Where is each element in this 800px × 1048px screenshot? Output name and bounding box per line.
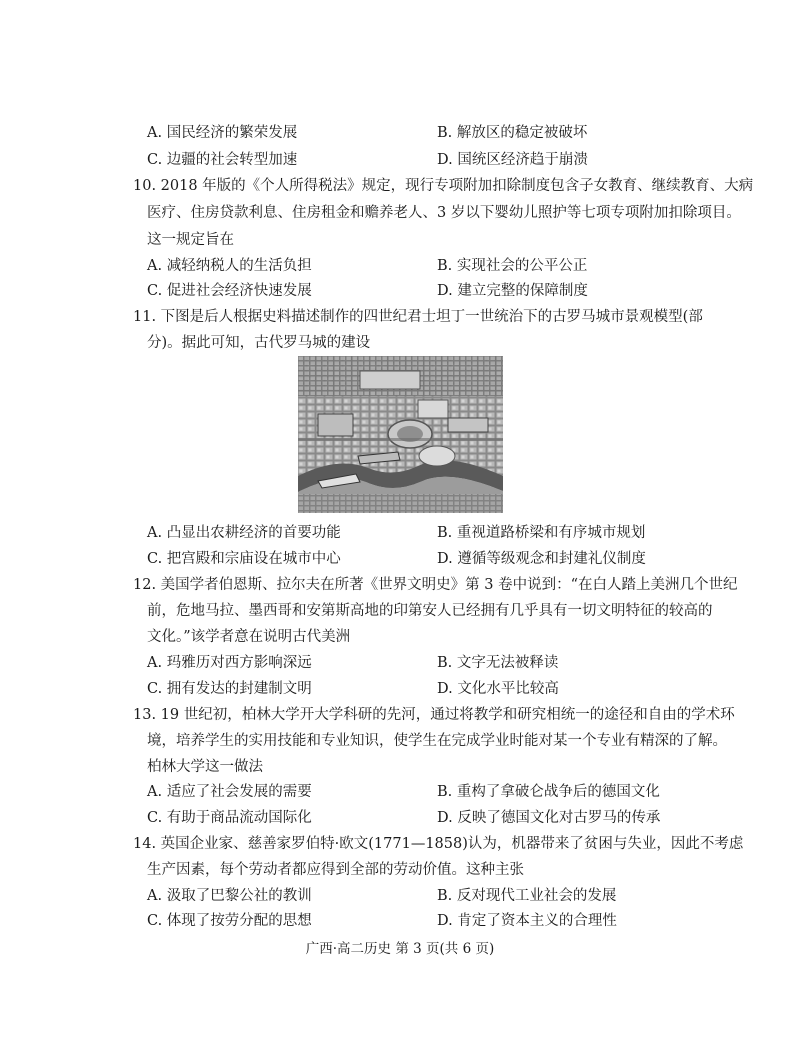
q10-stem-line-1: 10. 2018 年版的《个人所得税法》规定，现行专项附加扣除制度包含子女教育、继续教育、大病 [133,178,754,194]
q12-stem-line-1: 12. 美国学者伯恩斯、拉尔夫在所著《世界文明史》第 3 卷中说到：“在白人踏上美洲几个世纪 [133,577,738,593]
q11-option-a: A. 凸显出农耕经济的首要功能 [147,525,341,541]
q9-option-c: C. 边疆的社会转型加速 [147,152,298,168]
q10-stem-line-3: 这一规定旨在 [147,232,234,248]
q13-stem-line-1: 13. 19 世纪初，柏林大学开大学科研的先河，通过将教学和研究相统一的途径和自由的学术环 [133,707,735,723]
q10-stem-line-2: 医疗、住房贷款利息、住房租金和赡养老人、3 岁以下婴幼儿照护等七项专项附加扣除项目。 [147,205,741,221]
q14-option-d: D. 肯定了资本主义的合理性 [437,913,617,929]
q11-stem-line-1: 11. 下图是后人根据史料描述制作的四世纪君士坦丁一世统治下的古罗马城市景观模型(部 [133,309,703,325]
page-footer: 广西·高二历史 第 3 页(共 6 页) [305,941,495,957]
q11-stem-line-2: 分)。据此可知，古代罗马城的建设 [147,335,371,351]
q10-option-a: A. 减轻纳税人的生活负担 [147,258,312,274]
rome-city-model-photo [298,356,503,513]
q14-option-b: B. 反对现代工业社会的发展 [437,888,617,904]
q14-stem-line-2: 生产因素，每个劳动者都应得到全部的劳动价值。这种主张 [147,862,524,878]
q10-option-b: B. 实现社会的公平公正 [437,258,588,274]
q12-stem-line-2: 前，危地马拉、墨西哥和安第斯高地的印第安人已经拥有几乎具有一切文明特征的较高的 [147,603,713,619]
q14-option-a: A. 汲取了巴黎公社的教训 [147,888,312,904]
q10-option-d: D. 建立完整的保障制度 [437,283,588,299]
q9-option-d: D. 国统区经济趋于崩溃 [437,152,588,168]
q12-option-b: B. 文字无法被释读 [437,655,559,671]
q14-option-c: C. 体现了按劳分配的思想 [147,913,312,929]
q13-option-c: C. 有助于商品流动国际化 [147,810,312,826]
q12-option-d: D. 文化水平比较高 [437,681,559,697]
q13-stem-line-3: 柏林大学这一做法 [147,759,263,775]
q12-option-a: A. 玛雅历对西方影响深远 [147,655,312,671]
q9-option-a: A. 国民经济的繁荣发展 [147,125,298,141]
q9-option-b: B. 解放区的稳定被破坏 [437,125,588,141]
q11-option-d: D. 遵循等级观念和封建礼仪制度 [437,551,646,567]
q10-option-c: C. 促进社会经济快速发展 [147,283,312,299]
q14-stem-line-1: 14. 英国企业家、慈善家罗伯特·欧文(1771—1858)认为，机器带来了贫困与失业，因此不考虑 [133,836,744,852]
q12-stem-line-3: 文化。”该学者意在说明古代美洲 [147,629,351,645]
rome-model-illustration [298,356,503,513]
q11-option-c: C. 把宫殿和宗庙设在城市中心 [147,551,341,567]
q11-option-b: B. 重视道路桥梁和有序城市规划 [437,525,646,541]
q13-option-b: B. 重构了拿破仑战争后的德国文化 [437,784,660,800]
q13-option-d: D. 反映了德国文化对古罗马的传承 [437,810,661,826]
q12-option-c: C. 拥有发达的封建制文明 [147,681,312,697]
q13-stem-line-2: 境，培养学生的实用技能和专业知识，使学生在完成学业时能对某一个专业有精深的了解。 [147,733,727,749]
q13-option-a: A. 适应了社会发展的需要 [147,784,312,800]
